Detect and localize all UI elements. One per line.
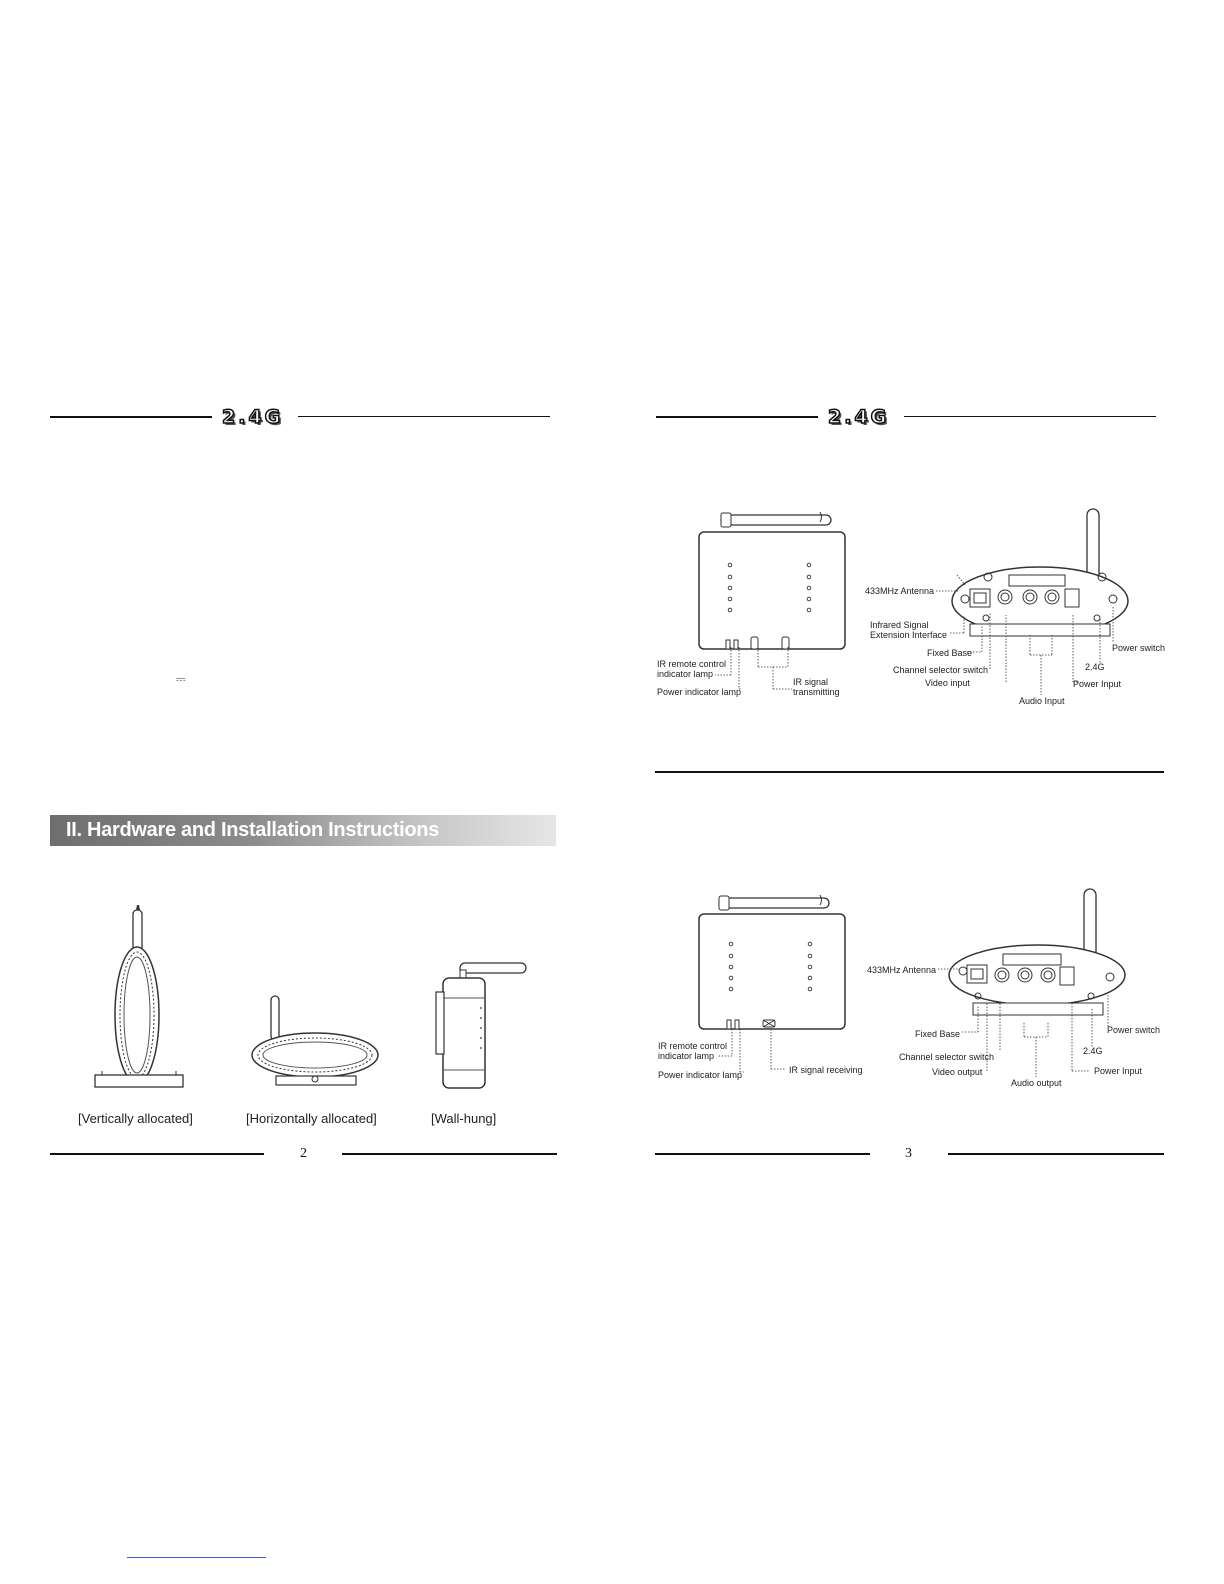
page-number-right: 3 [905,1146,912,1161]
section-title: II. Hardware and Installation Instructions [66,819,440,841]
tx-label-power-input: Power Input [1073,679,1122,689]
section-banner [50,815,556,846]
receiver-front-illustration [697,890,847,1032]
tx-label-power-switch: Power switch [1112,643,1166,653]
rx-label-channel-switch: Channel selector switch [899,1052,995,1062]
tx-label-ir-signal-1: IR signal [793,677,829,687]
rx-label-ir-receiving: IR signal receiving [789,1065,863,1075]
transmitter-front-illustration [697,510,847,652]
bottom-underline-mark [127,1557,266,1558]
footer-rule-right-a [655,1153,870,1155]
tx-label-ir-signal-2: transmitting [793,687,840,697]
header-logo-right: 2.4G [828,406,890,428]
rx-label-ir-remote-2: indicator lamp [658,1051,715,1061]
device-vertical-illustration [90,905,190,1090]
tx-label-fixed-base: Fixed Base [927,648,973,658]
tx-label-channel-switch: Channel selector switch [893,665,989,675]
rx-label-band: 2.4G [1083,1046,1103,1056]
tx-label-power-lamp: Power indicator lamp [657,687,742,697]
caption-wall-hung: [Wall-hung] [431,1111,497,1126]
tx-label-433-antenna: 433MHz Antenna [865,586,935,596]
device-wall-hung-illustration [432,958,532,1090]
header-rule-left-b [298,416,550,417]
caption-horizontally-allocated: [Horizontally allocated] [246,1111,377,1126]
rx-label-fixed-base: Fixed Base [915,1029,961,1039]
dc-symbol: ⎓ [176,672,186,686]
header-rule-right-a [656,416,818,418]
header-rule-left-a [50,416,212,418]
rx-label-audio-output: Audio output [1011,1078,1062,1088]
header-logo: 2.4G [222,406,284,428]
rx-label-video-output: Video output [932,1067,983,1077]
tx-label-ir-remote-2: indicator lamp [657,669,714,679]
tx-label-infrared-2: Extension Interface [870,630,948,640]
footer-rule-right-b [948,1153,1164,1155]
footer-rule-left-b [342,1153,557,1155]
tx-label-video-input: Video input [925,678,970,688]
tx-label-band: 2.4G [1085,662,1105,672]
rx-label-power-lamp: Power indicator lamp [658,1070,743,1080]
rx-label-power-switch: Power switch [1107,1025,1161,1035]
rx-label-ir-remote-1: IR remote control [658,1041,728,1051]
tx-label-audio-input: Audio Input [1019,696,1065,706]
rx-label-power-input: Power Input [1094,1066,1143,1076]
rx-label-433-antenna: 433MHz Antenna [867,965,937,975]
section-divider-right [655,771,1164,773]
header-rule-right-b [904,416,1156,417]
device-horizontal-illustration [248,993,383,1088]
page-number-left: 2 [300,1146,307,1161]
tx-label-ir-remote-1: IR remote control [657,659,727,669]
footer-rule-left-a [50,1153,264,1155]
caption-vertically-allocated: [Vertically allocated] [78,1111,193,1126]
tx-label-infrared-1: Infrared Signal [870,620,929,630]
